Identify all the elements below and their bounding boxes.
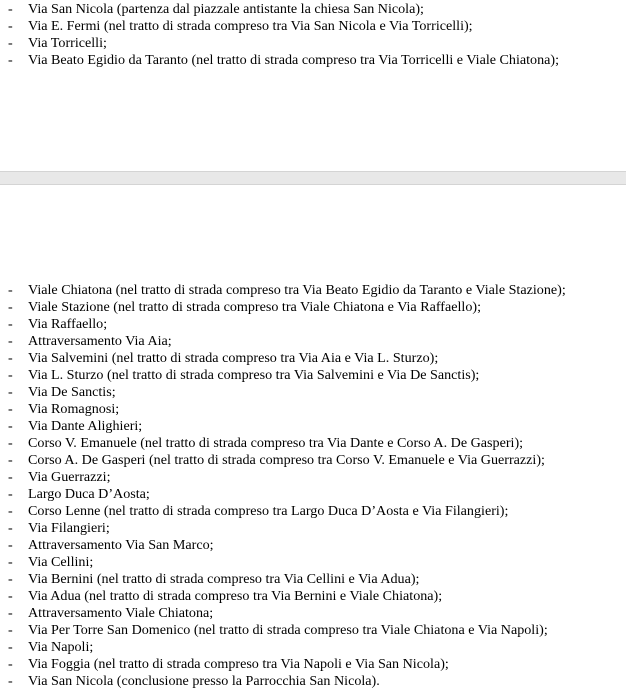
list-item-text: Via Raffaello; (28, 316, 108, 332)
list-item (0, 486, 626, 503)
bullet-dash: - (8, 673, 13, 689)
list-item (0, 588, 626, 605)
list-item (0, 639, 626, 656)
list-item-text: Via Bernini (nel tratto di strada compreso tra Via Cellini e Via Adua); (28, 571, 420, 587)
bullet-dash: - (8, 656, 13, 672)
bullet-dash: - (8, 486, 13, 502)
list-item (0, 622, 626, 639)
list-item (0, 18, 626, 35)
bullet-dash: - (8, 401, 13, 417)
list-item (0, 673, 626, 690)
list-item-text: Attraversamento Via Aia; (28, 333, 172, 349)
list-item-text: Via Dante Alighieri; (28, 418, 143, 434)
bullet-dash: - (8, 435, 13, 451)
list-item-text: Attraversamento Viale Chiatona; (28, 605, 214, 621)
list-item-text: Via Salvemini (nel tratto di strada compreso tra Via Aia e Via L. Sturzo); (28, 350, 439, 366)
bullet-dash: - (8, 571, 13, 587)
page-separator (0, 171, 626, 185)
list-item (0, 605, 626, 622)
list-item-text: Corso A. De Gasperi (nel tratto di strada compreso tra Corso V. Emanuele e Via Guerrazzi); (28, 452, 545, 468)
list-item-text: Via Beato Egidio da Taranto (nel tratto di strada compreso tra Via Torricelli e Viale Chiatona); (28, 52, 560, 68)
route-list-page-2 (0, 282, 626, 690)
list-item-text: Via Foggia (nel tratto di strada compreso tra Via Napoli e Via San Nicola); (28, 656, 449, 672)
list-item-text: Via Guerrazzi; (28, 469, 111, 485)
bullet-dash: - (8, 452, 13, 468)
list-item-text: Via Cellini; (28, 554, 94, 570)
list-item-text: Via Per Torre San Domenico (nel tratto di strada compreso tra Viale Chiatona e Via Napoli); (28, 622, 548, 638)
bullet-dash: - (8, 469, 13, 485)
bullet-dash: - (8, 588, 13, 604)
list-item-text: Via L. Sturzo (nel tratto di strada compreso tra Via Salvemini e Via De Sanctis); (28, 367, 480, 383)
bullet-dash: - (8, 384, 13, 400)
list-item-text: Corso V. Emanuele (nel tratto di strada compreso tra Via Dante e Corso A. De Gasperi); (28, 435, 524, 451)
list-item (0, 367, 626, 384)
list-item (0, 333, 626, 350)
list-item (0, 299, 626, 316)
list-item-text: Via De Sanctis; (28, 384, 116, 400)
list-item (0, 52, 626, 69)
list-item (0, 35, 626, 52)
list-item (0, 401, 626, 418)
list-item (0, 316, 626, 333)
list-item-text: Via Adua (nel tratto di strada compreso tra Via Bernini e Viale Chiatona); (28, 588, 443, 604)
bullet-dash: - (8, 316, 13, 332)
list-item (0, 503, 626, 520)
list-item (0, 537, 626, 554)
bullet-dash: - (8, 52, 13, 68)
bullet-dash: - (8, 605, 13, 621)
list-item-text: Viale Chiatona (nel tratto di strada compreso tra Via Beato Egidio da Taranto e Viale Stazione); (28, 282, 566, 298)
list-item-text: Via Romagnosi; (28, 401, 120, 417)
document-page-1 (0, 0, 626, 171)
list-item-text: Via San Nicola (conclusione presso la Parrocchia San Nicola). (28, 673, 380, 689)
list-item-text: Largo Duca D’Aosta; (28, 486, 150, 502)
list-item (0, 384, 626, 401)
list-item (0, 520, 626, 537)
list-item (0, 282, 626, 299)
list-item-text: Via E. Fermi (nel tratto di strada compreso tra Via San Nicola e Via Torricelli); (28, 18, 473, 34)
bullet-dash: - (8, 554, 13, 570)
bullet-dash: - (8, 418, 13, 434)
list-item (0, 571, 626, 588)
list-item (0, 554, 626, 571)
bullet-dash: - (8, 18, 13, 34)
bullet-dash: - (8, 299, 13, 315)
list-item (0, 435, 626, 452)
list-item-text: Via San Nicola (partenza dal piazzale antistante la chiesa San Nicola); (28, 1, 424, 17)
bullet-dash: - (8, 520, 13, 536)
bullet-dash: - (8, 639, 13, 655)
bullet-dash: - (8, 537, 13, 553)
list-item-text: Via Napoli; (28, 639, 94, 655)
list-item (0, 656, 626, 673)
list-item-text: Corso Lenne (nel tratto di strada compreso tra Largo Duca D’Aosta e Via Filangieri); (28, 503, 509, 519)
list-item (0, 418, 626, 435)
list-item-text: Via Torricelli; (28, 35, 107, 51)
document-page-2 (0, 185, 626, 692)
bullet-dash: - (8, 35, 13, 51)
bullet-dash: - (8, 350, 13, 366)
bullet-dash: - (8, 367, 13, 383)
bullet-dash: - (8, 622, 13, 638)
bullet-dash: - (8, 503, 13, 519)
list-item (0, 350, 626, 367)
bullet-dash: - (8, 1, 13, 17)
route-list-page-1 (0, 1, 626, 69)
list-item (0, 469, 626, 486)
list-item-text: Viale Stazione (nel tratto di strada compreso tra Viale Chiatona e Via Raffaello); (28, 299, 482, 315)
bullet-dash: - (8, 282, 13, 298)
bullet-dash: - (8, 333, 13, 349)
list-item (0, 452, 626, 469)
list-item (0, 1, 626, 18)
list-item-text: Attraversamento Via San Marco; (28, 537, 214, 553)
list-item-text: Via Filangieri; (28, 520, 110, 536)
